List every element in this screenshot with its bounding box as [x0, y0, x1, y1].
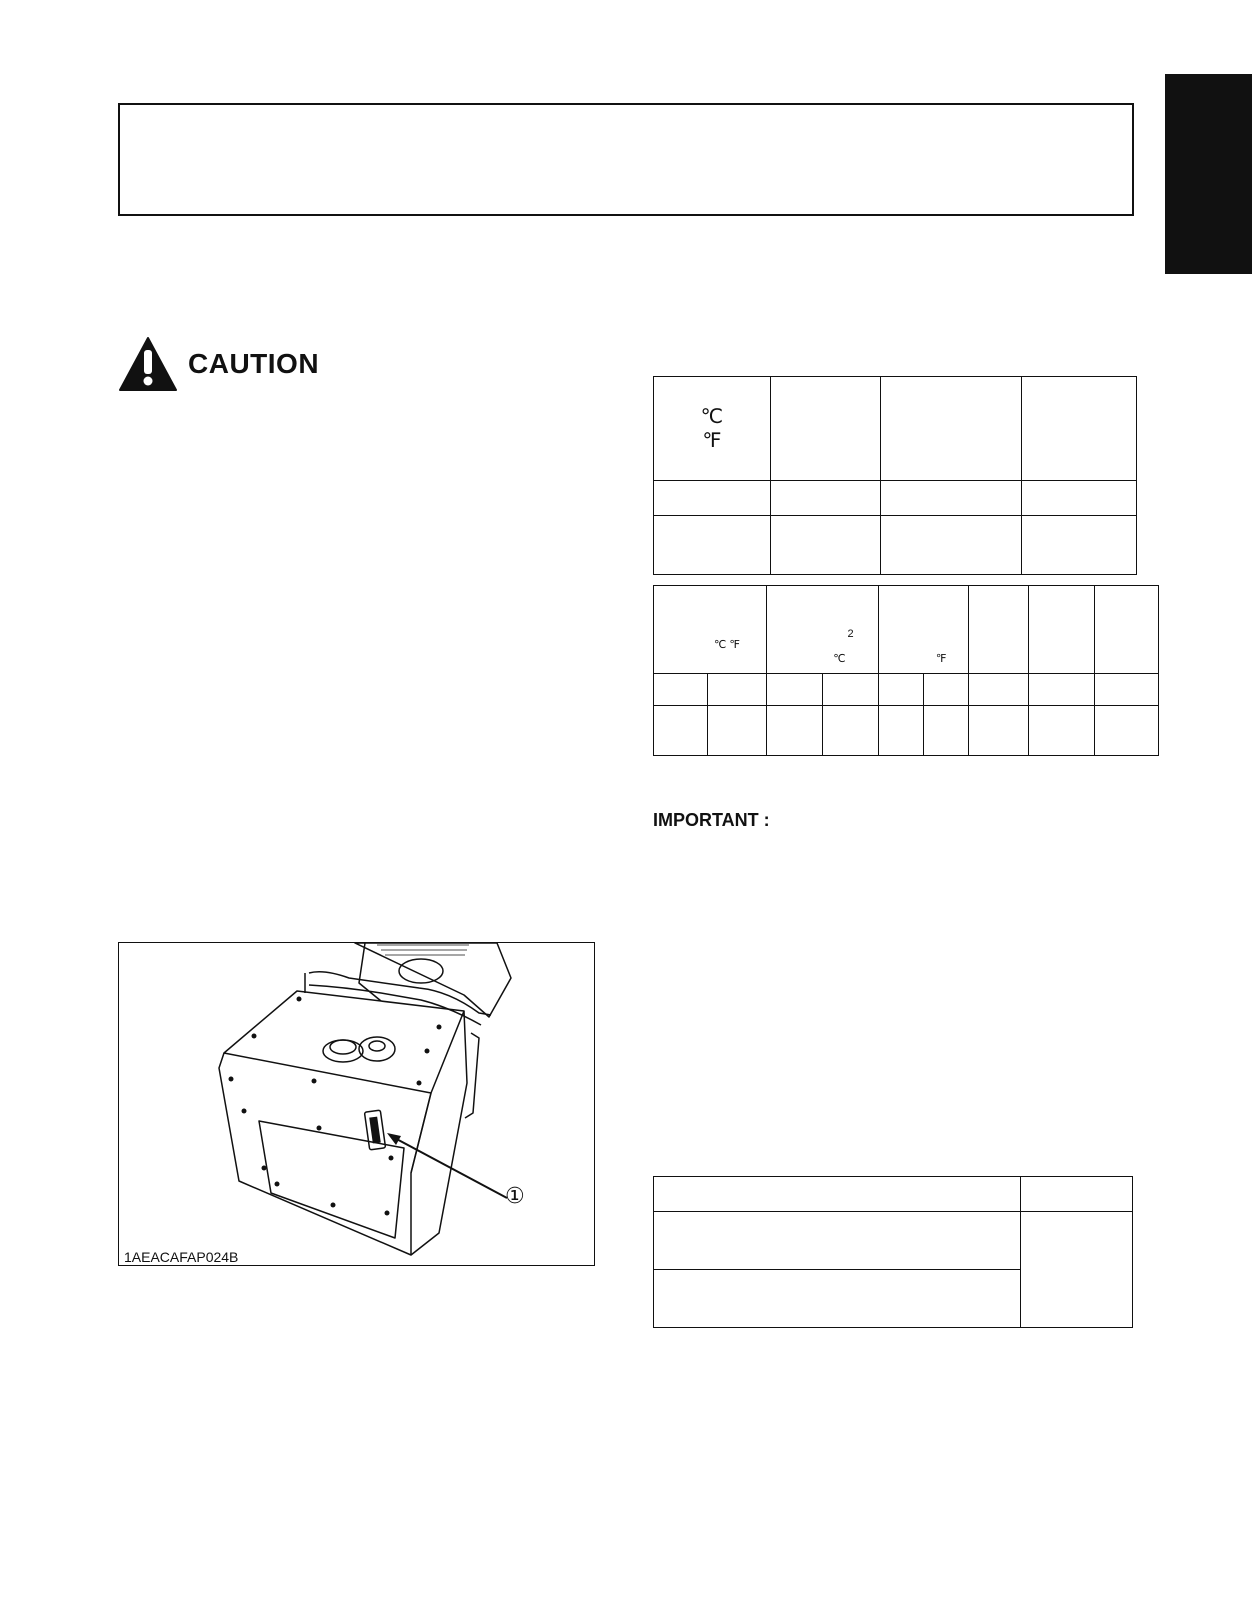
table-cell [654, 516, 771, 575]
callout-arrow-line [391, 1136, 507, 1198]
table-cell [822, 706, 878, 756]
table-cell [878, 674, 924, 706]
table-cell [969, 586, 1029, 674]
table-top-unit-cell [654, 377, 771, 481]
table-cell [878, 706, 924, 756]
table-cell [880, 377, 1022, 481]
unit-celsius-fahrenheit: ℃ ℉ [713, 638, 740, 651]
page-title-box [118, 103, 1134, 216]
engine-drawing [119, 943, 594, 1265]
table-mid [653, 585, 1159, 756]
table-cell [1022, 516, 1137, 575]
table-cell [924, 674, 969, 706]
table-cell [766, 706, 822, 756]
table-cell [1095, 586, 1159, 674]
table-mid-unit-header [654, 586, 767, 674]
table-cell [880, 516, 1022, 575]
table-cell [1029, 674, 1095, 706]
caution-heading [118, 334, 319, 394]
table-cell [770, 377, 880, 481]
table-cell [1029, 706, 1095, 756]
unit-fahrenheit: ℉ [935, 653, 947, 665]
table-mid-header-cell [766, 586, 878, 674]
table-cell [654, 1212, 1021, 1270]
unit-celsius: ℃ [833, 653, 846, 665]
unit-celsius: ℃ [700, 405, 724, 428]
unit-fahrenheit: ℉ [702, 429, 722, 452]
table-cell [1021, 1177, 1133, 1212]
table-cell [654, 1270, 1021, 1328]
table-cell [1022, 481, 1137, 516]
table-cell [654, 706, 708, 756]
table-cell [822, 674, 878, 706]
table-cell [766, 674, 822, 706]
table-cell [654, 674, 708, 706]
table-cell [1029, 586, 1095, 674]
table-cell [1021, 1212, 1133, 1328]
table-mid-header-cell [878, 586, 969, 674]
section-tab [1165, 74, 1252, 274]
table-cell [924, 706, 969, 756]
caution-label: CAUTION [188, 348, 320, 379]
engine-illustration [118, 942, 595, 1266]
table-cell [770, 516, 880, 575]
callout-number: ① [505, 1183, 525, 1208]
table-cell [969, 674, 1029, 706]
table-cell [770, 481, 880, 516]
table-bottom [653, 1176, 1133, 1328]
table-cell [654, 1177, 1021, 1212]
table-cell [654, 481, 771, 516]
table-cell [1095, 674, 1159, 706]
important-label: IMPORTANT : [653, 810, 770, 830]
table-cell [1095, 706, 1159, 756]
table-top [653, 376, 1137, 575]
table-cell [707, 706, 766, 756]
superscript-two: 2 [847, 628, 854, 640]
figure-caption: 1AEACAFAP024B [124, 1249, 239, 1265]
table-cell [969, 706, 1029, 756]
table-cell [880, 481, 1022, 516]
callout-arrowhead [387, 1133, 401, 1145]
table-cell [707, 674, 766, 706]
warning-triangle-icon [118, 336, 178, 392]
table-cell [1022, 377, 1137, 481]
